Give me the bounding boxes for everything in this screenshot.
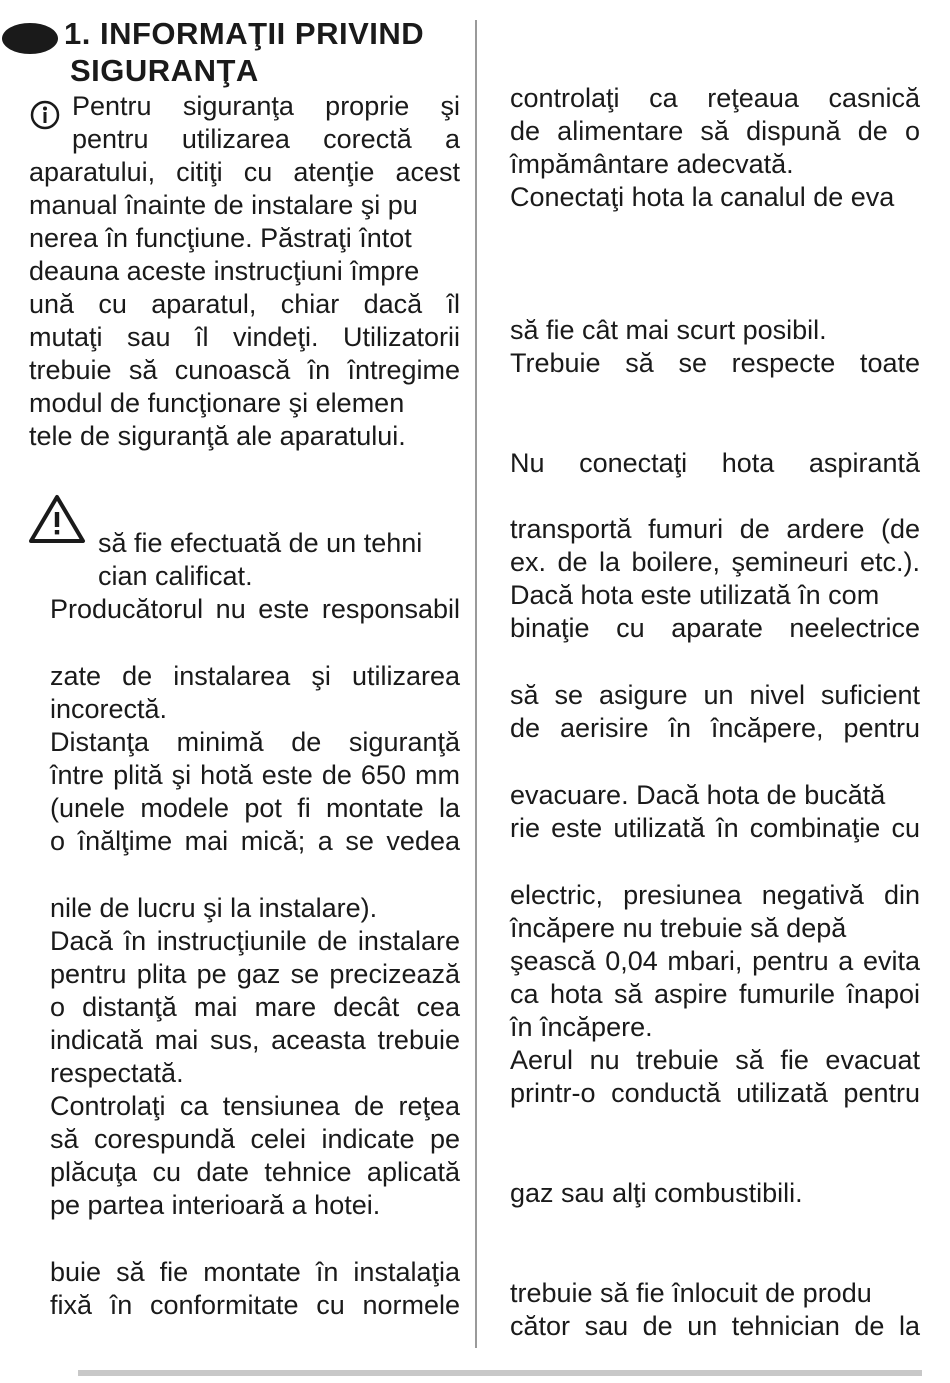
warning-triangle-icon [28, 494, 86, 544]
left-line-24: indicată mai sus, aceasta trebuie [50, 1025, 460, 1055]
footer-rule [78, 1370, 922, 1376]
right-line-20: Aerul nu trebuie să fie evacuat [510, 1045, 920, 1075]
right-line-13: evacuare. Dacă hota de bucătă [510, 780, 886, 810]
left-line-22: pentru plita pe gaz se precizează [50, 959, 460, 989]
right-line-2: împământare adecvată. [510, 149, 794, 179]
right-line-6: Nu conectaţi hota aspirantă [510, 448, 920, 478]
left-line-5: deauna aceste instrucţiuni împre [29, 256, 420, 286]
right-line-18: ca hota să aspire fumurile înapoi [510, 979, 920, 1009]
right-line-9: Dacă hota este utilizată în com [510, 580, 880, 610]
section-title-line2: SIGURANŢA [70, 53, 259, 88]
left-line-23: o distanţă mai mare decât cea [50, 992, 460, 1022]
left-line-19: o înălţime mai mică; a se vedea [50, 826, 460, 856]
right-line-12: de aerisire în încăpere, pentru [510, 713, 920, 743]
left-line-4: nerea în funcţiune. Păstraţi întot [29, 223, 412, 253]
left-line-9: modul de funcţionare şi elemen [29, 388, 405, 418]
left-line-20: nile de lucru şi la instalare). [50, 893, 378, 923]
right-line-24: cător sau de un tehnician de la [510, 1311, 920, 1341]
right-line-3: Conectaţi hota la canalul de eva [510, 182, 895, 212]
right-line-0: controlaţi ca reţeaua casnică [510, 83, 920, 113]
left-line-27: să corespundă celei indicate pe [50, 1124, 460, 1154]
left-line-1: pentru utilizarea corectă a [72, 124, 460, 154]
left-line-21: Dacă în instrucţiunile de instalare [50, 926, 460, 956]
column-divider [475, 20, 477, 1348]
right-line-5: Trebuie să se respecte toate [510, 348, 920, 378]
left-line-3: manual înainte de instalare şi pu [29, 190, 418, 220]
right-line-19: în încăpere. [510, 1012, 653, 1042]
right-line-15: electric, presiunea negativă din [510, 880, 920, 910]
left-line-10: tele de siguranţă ale aparatului. [29, 421, 406, 451]
right-line-14: rie este utilizată în combinaţie cu [510, 813, 920, 843]
left-line-17: între plită şi hotă este de 650 mm [50, 760, 460, 790]
right-line-22: gaz sau alţi combustibili. [510, 1178, 803, 1208]
left-line-6: ună cu aparatul, chiar dacă îl [29, 289, 460, 319]
left-line-2: aparatului, citiţi cu atenţie acest [29, 157, 460, 187]
left-line-11: să fie efectuată de un tehni [98, 528, 423, 558]
left-line-12: cian calificat. [98, 561, 253, 591]
left-line-28: plăcuţa cu date tehnice aplicată [50, 1157, 460, 1187]
right-line-4: să fie cât mai scurt posibil. [510, 315, 827, 345]
left-line-0: Pentru siguranţa proprie şi [72, 91, 460, 121]
right-line-10: binaţie cu aparate neelectrice [510, 613, 920, 643]
right-line-16: încăpere nu trebuie să depă [510, 913, 847, 943]
left-line-16: Distanţa minimă de siguranţă [50, 727, 460, 757]
info-icon [30, 100, 60, 130]
right-line-23: trebuie să fie înlocuit de produ [510, 1278, 872, 1308]
left-line-30: buie să fie montate în instalaţia [50, 1257, 460, 1287]
section-title-line1: 1. INFORMAŢII PRIVIND [64, 16, 425, 51]
right-line-8: ex. de la boilere, şemineuri etc.). [510, 547, 920, 577]
left-line-29: pe partea interioară a hotei. [50, 1190, 381, 1220]
section-number-badge [2, 23, 58, 54]
right-line-1: de alimentare să dispună de o [510, 116, 920, 146]
right-line-21: printr-o conductă utilizată pentru [510, 1078, 920, 1108]
left-line-15: incorectă. [50, 694, 168, 724]
left-line-18: (unele modele pot fi montate la [50, 793, 460, 823]
section-title [64, 15, 424, 89]
left-line-25: respectată. [50, 1058, 184, 1088]
right-line-7: transportă fumuri de ardere (de [510, 514, 920, 544]
right-line-11: să se asigure un nivel suficient [510, 680, 920, 710]
left-line-14: zate de instalarea şi utilizarea [50, 661, 460, 691]
left-line-31: fixă în conformitate cu normele [50, 1290, 460, 1320]
left-line-26: Controlaţi ca tensiunea de reţea [50, 1091, 460, 1121]
left-line-7: mutaţi sau îl vindeţi. Utilizatorii [29, 322, 460, 352]
right-line-17: şească 0,04 mbari, pentru a evita [510, 946, 920, 976]
left-line-13: Producătorul nu este responsabil [50, 594, 460, 624]
left-line-8: trebuie să cunoască în întregime [29, 355, 460, 385]
